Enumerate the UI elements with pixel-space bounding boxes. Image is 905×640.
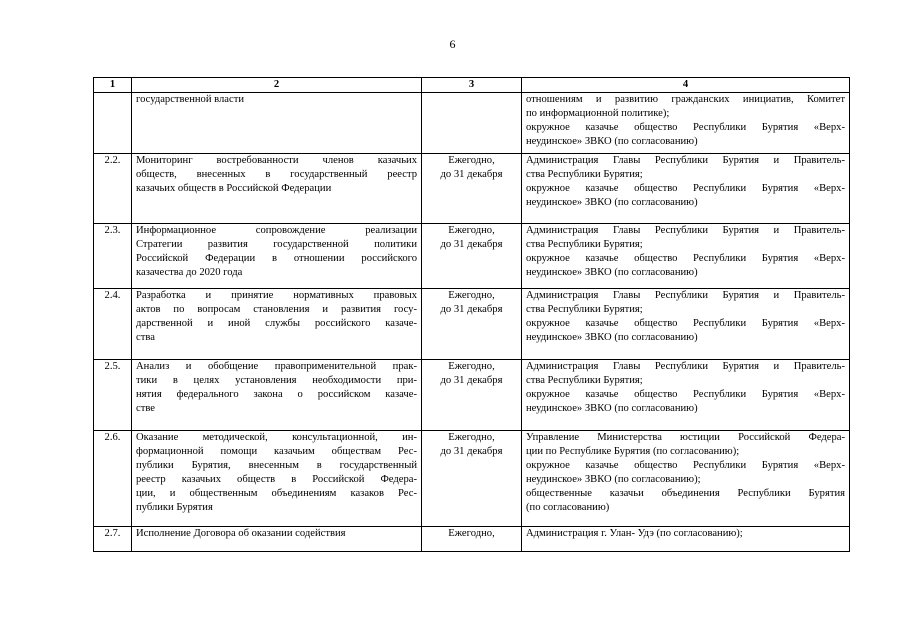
responsible-line: окружное казачье общество Республики Бурятия «Верх- [526,318,845,329]
table-body [94,93,850,552]
deadline-line: до 31 декабря [440,304,503,315]
responsible-line: отношениям и развитию гражданских инициатив, Комитет [526,94,845,105]
responsible-line: неудинское» ЗВКО (по согласованию) [526,136,698,147]
responsible-parties [522,360,850,431]
deadline [422,154,522,224]
row-number: 2.5. [94,360,132,431]
responsible-line: по информационной политике); [526,108,670,119]
activity-description [132,154,422,224]
responsible-parties [522,431,850,527]
row-number [94,93,132,154]
deadline [422,93,522,154]
description-line: публики Бурятия [136,502,213,513]
description-line: государственной власти [136,94,245,105]
responsible-line: (по согласованию) [526,502,610,513]
row-number: 2.3. [94,224,132,289]
description-line: Оказание методической, консультационной, ин- [136,432,417,443]
responsible-line: неудинское» ЗВКО (по согласованию) [526,403,698,414]
table-row [94,154,850,224]
description-line: публики Бурятия, внесенным в государственный [136,460,417,471]
activity-description [132,289,422,360]
description-line: Стратегии развития государственной политики [136,239,417,250]
deadline-line: Ежегодно, [448,361,495,372]
description-line: реестр казачьих обществ в Российской Федера- [136,474,417,485]
header-col-1: 1 [94,78,132,93]
description-line: казачества до 2020 года [136,267,243,278]
description-line: Российской Федерации в отношении российского [136,253,417,264]
deadline [422,360,522,431]
page-number: 6 [449,37,456,51]
row-number: 2.6. [94,431,132,527]
responsible-line: окружное казачье общество Республики Бурятия «Верх- [526,183,845,194]
responsible-line: ства Республики Бурятия; [526,239,643,250]
deadline-line: Ежегодно, [448,528,495,539]
responsible-line: общественные казачьи объединения Республики Бурятия [526,488,845,499]
table-header-row [94,78,850,93]
plan-table [93,77,850,552]
description-line: обществ, внесенных в государственный реестр [136,169,417,180]
deadline-line: Ежегодно, [448,225,495,236]
description-line: дарственной и иной службы российского казаче- [136,318,417,329]
row-number: 2.7. [94,527,132,552]
deadline-line: до 31 декабря [440,375,503,386]
description-line: нятия федерального закона о российском казаче- [136,389,417,400]
description-line: формационной помощи казачьим обществам Рес- [136,446,417,457]
table-row [94,431,850,527]
responsible-line: ства Республики Бурятия; [526,304,643,315]
description-line: Разработка и принятие нормативных правовых [136,290,417,301]
activity-description [132,431,422,527]
deadline-line: Ежегодно, [448,155,495,166]
table-row [94,527,850,552]
description-line: Исполнение Договора об оказании содействия [136,528,346,539]
responsible-line: окружное казачье общество Республики Бурятия «Верх- [526,460,845,471]
description-line: ции, и общественным объединениям казаков Рес- [136,488,417,499]
header-col-4: 4 [522,78,850,93]
deadline-line: Ежегодно, [448,290,495,301]
deadline-line: Ежегодно, [448,432,495,443]
responsible-parties [522,527,850,552]
responsible-line: Администрация Главы Республики Бурятия и Правитель- [526,155,845,166]
responsible-line: окружное казачье общество Республики Бурятия «Верх- [526,122,845,133]
responsible-line: ции по Республике Бурятия (по согласованию); [526,446,740,457]
deadline [422,224,522,289]
responsible-parties [522,93,850,154]
responsible-line: Администрация Главы Республики Бурятия и Правитель- [526,361,845,372]
description-line: Информационное сопровождение реализации [136,225,417,236]
responsible-line: неудинское» ЗВКО (по согласованию); [526,474,701,485]
responsible-line: неудинское» ЗВКО (по согласованию) [526,332,698,343]
deadline [422,527,522,552]
deadline [422,289,522,360]
header-col-2: 2 [132,78,422,93]
header-col-3: 3 [422,78,522,93]
deadline-line: до 31 декабря [440,446,503,457]
responsible-line: неудинское» ЗВКО (по согласованию) [526,197,698,208]
activity-description [132,527,422,552]
deadline-line: до 31 декабря [440,239,503,250]
responsible-parties [522,289,850,360]
description-line: Мониторинг востребованности членов казачьих [136,155,417,166]
responsible-line: ства Республики Бурятия; [526,375,643,386]
deadline [422,431,522,527]
activity-description [132,360,422,431]
table-row [94,93,850,154]
description-line: Анализ и обобщение правоприменительной прак- [136,361,417,372]
responsible-line: Управление Министерства юстиции Российской Федера- [526,432,845,443]
deadline-line: до 31 декабря [440,169,503,180]
responsible-line: неудинское» ЗВКО (по согласованию) [526,267,698,278]
responsible-line: окружное казачье общество Республики Бурятия «Верх- [526,253,845,264]
description-line: казачьих обществ в Российской Федерации [136,183,332,194]
responsible-line: Администрация Главы Республики Бурятия и Правитель- [526,290,845,301]
description-line: стве [136,403,155,414]
table-row [94,360,850,431]
responsible-parties [522,224,850,289]
description-line: актов по вопросам становления и развития госу- [136,304,417,315]
table-row [94,289,850,360]
description-line: ства [136,332,155,343]
description-line: тики в целях установления необходимости при- [136,375,417,386]
activity-description [132,224,422,289]
responsible-line: Администрация г. Улан- Удэ (по согласованию); [526,528,743,539]
activity-description [132,93,422,154]
table-row [94,224,850,289]
responsible-parties [522,154,850,224]
responsible-line: Администрация Главы Республики Бурятия и Правитель- [526,225,845,236]
row-number: 2.2. [94,154,132,224]
responsible-line: окружное казачье общество Республики Бурятия «Верх- [526,389,845,400]
responsible-line: ства Республики Бурятия; [526,169,643,180]
row-number: 2.4. [94,289,132,360]
